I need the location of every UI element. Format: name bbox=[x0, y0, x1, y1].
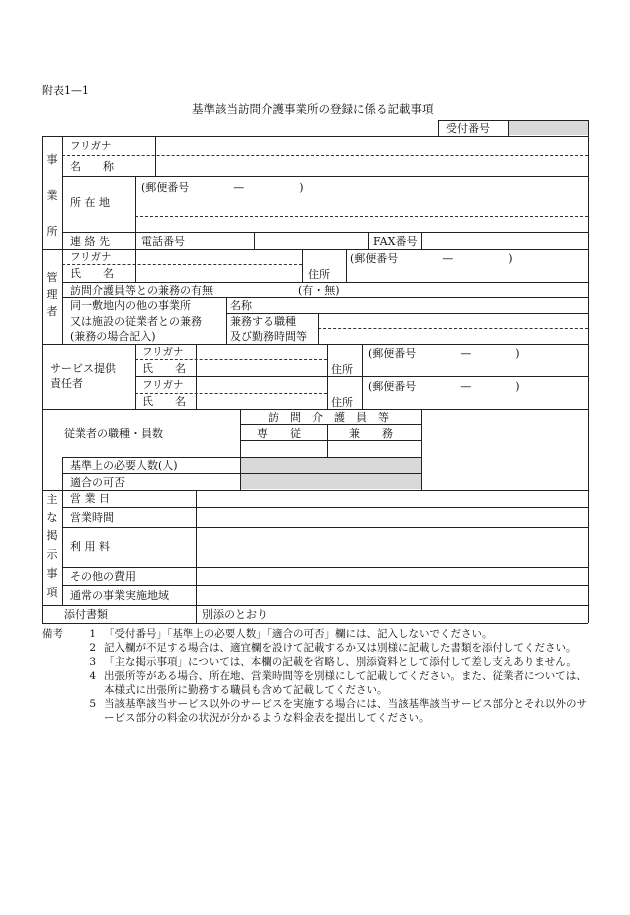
office-postal-code: (郵便番号 — ) bbox=[141, 181, 304, 194]
provider-furigana-label: フリガナ bbox=[142, 346, 184, 358]
attachments-value: 別添のとおり bbox=[202, 608, 268, 621]
provider-name-label: 氏 名 bbox=[142, 362, 186, 375]
office-tel-label: 電話番号 bbox=[141, 235, 185, 248]
posted-section-char: 主 bbox=[46, 493, 58, 506]
provider-label: 責任者 bbox=[50, 377, 83, 390]
staff-group-header: 訪 問 介 護 員 等 bbox=[268, 411, 389, 424]
provider-address-label: 住所 bbox=[331, 363, 353, 376]
manager-other-name-label: 名称 bbox=[230, 299, 252, 312]
required-count-label: 基準上の必要人数(人) bbox=[70, 459, 178, 472]
provider-address-label: 住所 bbox=[331, 396, 353, 409]
office-section-char: 所 bbox=[46, 225, 58, 238]
staff-label: 従業者の職種・員数 bbox=[64, 427, 163, 440]
provider-furigana-label: フリガナ bbox=[142, 379, 184, 391]
provider-label: サービス提供 bbox=[50, 362, 116, 375]
manager-other-label: 又は施設の従業者との兼務 bbox=[70, 315, 202, 328]
manager-other-label: 同一敷地内の他の事業所 bbox=[70, 299, 191, 312]
note-number: 3 bbox=[89, 656, 96, 668]
form-title: 基準該当訪問介護事業所の登録に係る記載事項 bbox=[192, 102, 434, 116]
office-contact-label: 連 絡 先 bbox=[70, 235, 110, 248]
receipt-number-field bbox=[509, 121, 588, 135]
manager-postal-code: (郵便番号 — ) bbox=[350, 252, 513, 265]
manager-section-char: 理 bbox=[46, 288, 58, 301]
suitability-label: 適合の可否 bbox=[70, 476, 125, 489]
manager-concurrent-value: (有・無) bbox=[298, 284, 340, 297]
staff-full-time-header: 専 従 bbox=[257, 427, 301, 440]
posted-section-char: 掲 bbox=[46, 529, 58, 542]
note-number: 5 bbox=[89, 698, 96, 710]
manager-concurrent-label: 訪問介護員等との兼務の有無 bbox=[70, 284, 213, 297]
attachments-label: 添付書類 bbox=[64, 608, 108, 621]
manager-job-label: 兼務する職種 bbox=[230, 315, 296, 328]
provider-postal-code: (郵便番号 — ) bbox=[368, 380, 520, 393]
other-costs-label: その他の費用 bbox=[70, 570, 136, 583]
suitability-field bbox=[241, 474, 421, 489]
office-address-label: 所 在 地 bbox=[70, 196, 110, 209]
required-count-field bbox=[241, 457, 421, 473]
provider-postal-code: (郵便番号 — ) bbox=[368, 347, 520, 360]
manager-section-char: 管 bbox=[46, 271, 58, 284]
service-area-label: 通常の事業実施地域 bbox=[70, 589, 169, 602]
receipt-number-label: 受付番号 bbox=[446, 122, 490, 135]
posted-section-char: な bbox=[46, 511, 58, 524]
office-furigana-label: フリガナ bbox=[70, 140, 112, 152]
note-text: 当該基準該当サービス以外のサービスを実施する場合には、当該基準該当サービス部分とそれ以外のサービス部分の料金の状況が分かるような料金表を提出してください。 bbox=[104, 698, 587, 724]
posted-section-char: 項 bbox=[46, 586, 58, 599]
usage-fee-label: 利 用 料 bbox=[70, 540, 110, 553]
office-fax-label: FAX番号 bbox=[373, 235, 418, 248]
note-number: 2 bbox=[89, 642, 96, 654]
note-number: 4 bbox=[89, 670, 96, 682]
office-name-label: 名 称 bbox=[70, 160, 114, 173]
note-text: 記入欄が不足する場合は、適宜欄を設けて記載するか又は別様に記載した書類を添付してください。 bbox=[104, 642, 577, 654]
business-days-label: 営 業 日 bbox=[70, 492, 110, 505]
provider-name-label: 氏 名 bbox=[142, 395, 186, 408]
staff-part-time-header: 兼 務 bbox=[349, 427, 393, 440]
business-hours-label: 営業時間 bbox=[70, 511, 114, 524]
manager-job-label: 及び勤務時間等 bbox=[230, 330, 307, 343]
appendix-label: 附表1—1 bbox=[42, 84, 89, 97]
note-number: 1 bbox=[89, 628, 96, 640]
note-text: 「主な掲示事項」については、本欄の記載を省略し、別添資料として添付して差し支えありません。 bbox=[104, 656, 577, 668]
office-section-char: 業 bbox=[46, 189, 58, 202]
notes-heading: 備考 bbox=[42, 628, 63, 640]
manager-other-label: (兼務の場合記入) bbox=[70, 330, 156, 343]
form-table-right-border bbox=[588, 136, 589, 623]
posted-section-char: 事 bbox=[46, 567, 58, 580]
manager-address-label: 住所 bbox=[308, 268, 330, 281]
office-section-char: 事 bbox=[46, 153, 58, 166]
manager-furigana-label: フリガナ bbox=[70, 251, 112, 263]
posted-section-char: 示 bbox=[46, 548, 58, 561]
manager-section-char: 者 bbox=[46, 305, 58, 318]
note-text: 出張所等がある場合、所在地、営業時間等を別様にして記載してください。また、従業者については、本様式に出張所に勤務する職員も含めて記載してください。 bbox=[104, 670, 587, 696]
notes-section bbox=[42, 627, 597, 725]
form-table-left-border bbox=[42, 136, 43, 623]
manager-name-label: 氏 名 bbox=[70, 267, 114, 280]
note-text: 「受付番号」「基準上の必要人数」「適合の可否」欄には、記入しないでください。 bbox=[104, 628, 493, 640]
